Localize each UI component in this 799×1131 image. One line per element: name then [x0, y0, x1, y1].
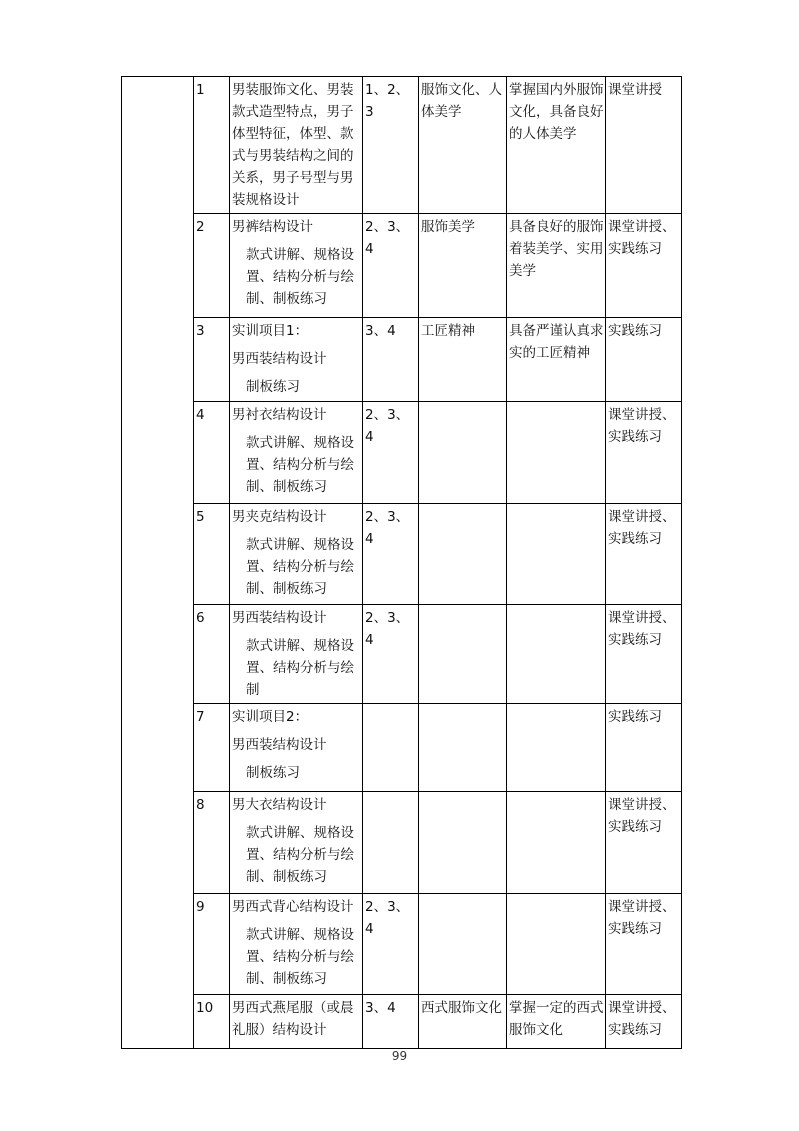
content-cell [230, 77, 363, 214]
method-cell: 课堂讲授、实践练习 [606, 894, 682, 995]
content-cell [230, 894, 363, 995]
content-title: 实训项目2： [232, 709, 309, 725]
method-cell: 实践练习 [606, 704, 682, 792]
content-title: 实训项目1： [232, 323, 309, 339]
method-cell: 课堂讲授、实践练习 [606, 214, 682, 318]
content-detail: 款式讲解、规格设置、结构分析与绘制、制板练习 [246, 435, 354, 495]
ideology-cell [419, 504, 507, 605]
item-number: 1 [194, 77, 230, 214]
reference-cell: 2、3、4 [363, 402, 419, 504]
table-row [122, 995, 682, 1049]
reference-cell: 3、4 [363, 318, 419, 402]
reference-cell [363, 792, 419, 894]
table-row [122, 318, 682, 402]
content-cell [230, 792, 363, 894]
reference-cell [363, 704, 419, 792]
method-cell: 课堂讲授、实践练习 [606, 792, 682, 894]
table-row [122, 792, 682, 894]
content-line: 制板练习 [246, 765, 300, 781]
method-cell: 课堂讲授、实践练习 [606, 605, 682, 704]
item-number: 3 [194, 318, 230, 402]
table-row [122, 77, 682, 214]
content-cell [230, 214, 363, 318]
content-title: 男裤结构设计 [232, 219, 313, 235]
item-number: 9 [194, 894, 230, 995]
content-line: 男西式燕尾服（或晨礼服）结构设计 [232, 1000, 354, 1038]
table-row [122, 704, 682, 792]
content-cell [230, 605, 363, 704]
course-content-table [121, 76, 682, 1049]
content-cell [230, 995, 363, 1049]
goal-cell [507, 704, 606, 792]
goal-cell [507, 894, 606, 995]
content-detail: 款式讲解、规格设置、结构分析与绘制、制板练习 [246, 247, 354, 307]
method-cell: 课堂讲授、实践练习 [606, 504, 682, 605]
content-line: 男西装结构设计 [232, 737, 327, 753]
goal-cell: 掌握一定的西式服饰文化 [507, 995, 606, 1049]
goal-cell [507, 792, 606, 894]
goal-cell [507, 605, 606, 704]
method-cell: 课堂讲授、实践练习 [606, 402, 682, 504]
goal-cell: 具备良好的服饰着装美学、实用美学 [507, 214, 606, 318]
reference-cell: 2、3、4 [363, 605, 419, 704]
method-cell: 课堂讲授 [606, 77, 682, 214]
item-number: 5 [194, 504, 230, 605]
ideology-cell: 工匠精神 [419, 318, 507, 402]
page-number: 99 [391, 1049, 408, 1063]
goal-cell [507, 402, 606, 504]
ideology-cell [419, 792, 507, 894]
table-row [122, 402, 682, 504]
ideology-cell [419, 894, 507, 995]
reference-cell: 2、3、4 [363, 894, 419, 995]
content-cell [230, 504, 363, 605]
merged-category-cell [122, 77, 194, 1049]
content-detail: 款式讲解、规格设置、结构分析与绘制 [246, 638, 354, 698]
reference-cell: 2、3、4 [363, 504, 419, 605]
content-detail: 款式讲解、规格设置、结构分析与绘制、制板练习 [246, 537, 354, 597]
method-cell: 实践练习 [606, 318, 682, 402]
content-line: 男西装结构设计 [232, 351, 327, 367]
ideology-cell: 服饰美学 [419, 214, 507, 318]
ideology-cell [419, 605, 507, 704]
reference-cell: 3、4 [363, 995, 419, 1049]
content-cell [230, 402, 363, 504]
content-line: 制板练习 [246, 379, 300, 395]
content-line: 男装服饰文化、男装款式造型特点，男子体型特征，体型、款式与男装结构之间的关系，男子号型与男装规格设计 [232, 82, 354, 208]
ideology-cell [419, 402, 507, 504]
content-title: 男大衣结构设计 [232, 797, 327, 813]
method-cell: 课堂讲授、实践练习 [606, 995, 682, 1049]
item-number: 6 [194, 605, 230, 704]
goal-cell [507, 504, 606, 605]
ideology-cell: 西式服饰文化 [419, 995, 507, 1049]
content-cell [230, 704, 363, 792]
reference-cell: 1、2、3 [363, 77, 419, 214]
content-title: 男衬衣结构设计 [232, 407, 327, 423]
item-number: 4 [194, 402, 230, 504]
table-row [122, 214, 682, 318]
ideology-cell [419, 704, 507, 792]
content-title: 男夹克结构设计 [232, 509, 327, 525]
item-number: 8 [194, 792, 230, 894]
table-row [122, 504, 682, 605]
item-number: 10 [194, 995, 230, 1049]
goal-cell: 具备严谨认真求实的工匠精神 [507, 318, 606, 402]
reference-cell: 2、3、4 [363, 214, 419, 318]
table-row [122, 894, 682, 995]
content-cell [230, 318, 363, 402]
ideology-cell: 服饰文化、人体美学 [419, 77, 507, 214]
goal-cell: 掌握国内外服饰文化，具备良好的人体美学 [507, 77, 606, 214]
content-title: 男西式背心结构设计 [232, 899, 354, 915]
item-number: 2 [194, 214, 230, 318]
content-detail: 款式讲解、规格设置、结构分析与绘制、制板练习 [246, 825, 354, 885]
table-row [122, 605, 682, 704]
item-number: 7 [194, 704, 230, 792]
content-detail: 款式讲解、规格设置、结构分析与绘制、制板练习 [246, 927, 354, 987]
content-title: 男西装结构设计 [232, 610, 327, 626]
